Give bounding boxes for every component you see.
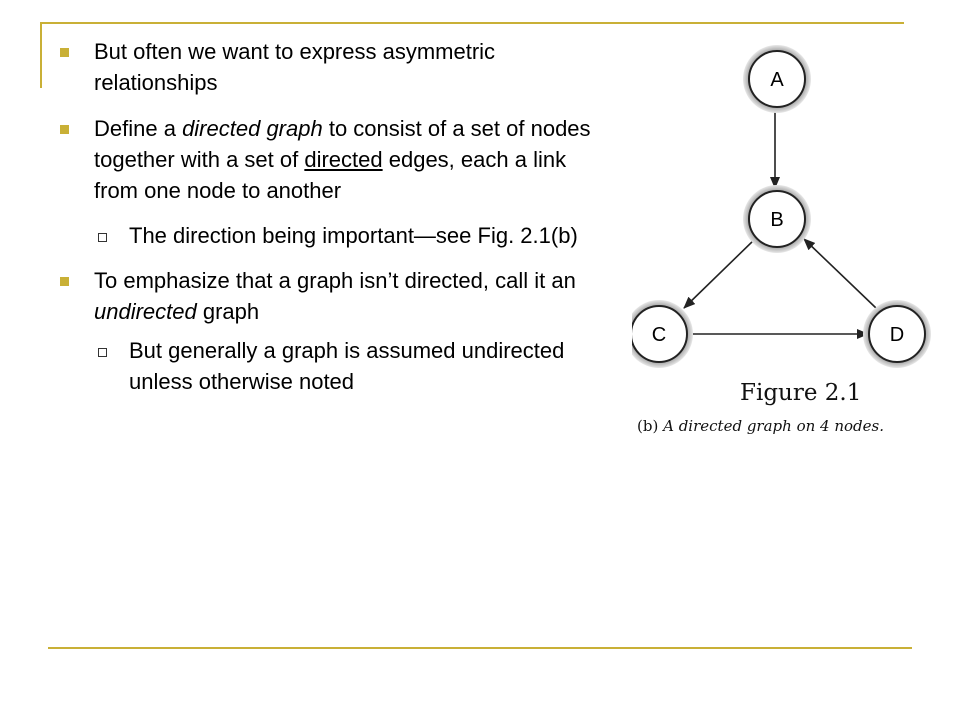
term-directed-underlined: directed bbox=[304, 147, 383, 172]
node-c-label: C bbox=[651, 324, 667, 346]
bullet-text: But often we want to express asymmetric relationships bbox=[94, 39, 496, 95]
figure-caption-title: Figure 2.1 bbox=[740, 380, 862, 406]
figure-caption-description: A directed graph on 4 nodes. bbox=[663, 417, 884, 435]
square-bullet-icon bbox=[60, 125, 69, 134]
bullet-directed-graph-definition bbox=[56, 113, 616, 206]
node-b-label: B bbox=[770, 209, 784, 231]
edge-d-to-b bbox=[804, 239, 876, 308]
bullet-text-post: graph bbox=[196, 299, 260, 324]
node-b bbox=[743, 185, 811, 253]
bullet-text-mid: to consist of a set of nodes together with a set of bbox=[94, 116, 591, 172]
slide-content bbox=[56, 36, 616, 397]
square-bullet-icon bbox=[60, 48, 69, 57]
bullet-asymmetric bbox=[56, 36, 616, 98]
node-c bbox=[632, 300, 693, 368]
edge-b-to-c bbox=[684, 239, 755, 308]
bullet-undirected bbox=[56, 265, 616, 327]
bullet-text-pre: To emphasize that a graph isn’t directed, call it an bbox=[94, 268, 576, 293]
figure-caption-label: (b) bbox=[637, 417, 659, 435]
bullet-text-post: edges, each a link from one node to another bbox=[94, 147, 567, 203]
directed-graph-figure bbox=[632, 40, 934, 380]
node-a bbox=[743, 45, 811, 113]
square-bullet-icon bbox=[60, 277, 69, 286]
node-a-label: A bbox=[770, 69, 784, 91]
node-d-label: D bbox=[889, 324, 905, 346]
left-rule bbox=[40, 22, 42, 88]
node-d bbox=[863, 300, 931, 368]
bottom-rule bbox=[48, 647, 912, 649]
term-undirected: undirected bbox=[94, 299, 197, 324]
term-directed-graph: directed graph bbox=[182, 116, 323, 141]
subbullet-assumed-undirected bbox=[94, 335, 616, 397]
hollow-square-bullet-icon bbox=[98, 233, 107, 242]
top-rule bbox=[40, 22, 904, 24]
hollow-square-bullet-icon bbox=[98, 348, 107, 357]
figure-caption-text bbox=[637, 417, 884, 435]
subbullet-text: But generally a graph is assumed undirected unless otherwise noted bbox=[129, 338, 565, 394]
subbullet-text: The direction being important—see Fig. 2.1(b) bbox=[129, 223, 578, 248]
bullet-text-pre: Define a bbox=[94, 116, 183, 141]
subbullet-direction-important bbox=[94, 220, 616, 251]
